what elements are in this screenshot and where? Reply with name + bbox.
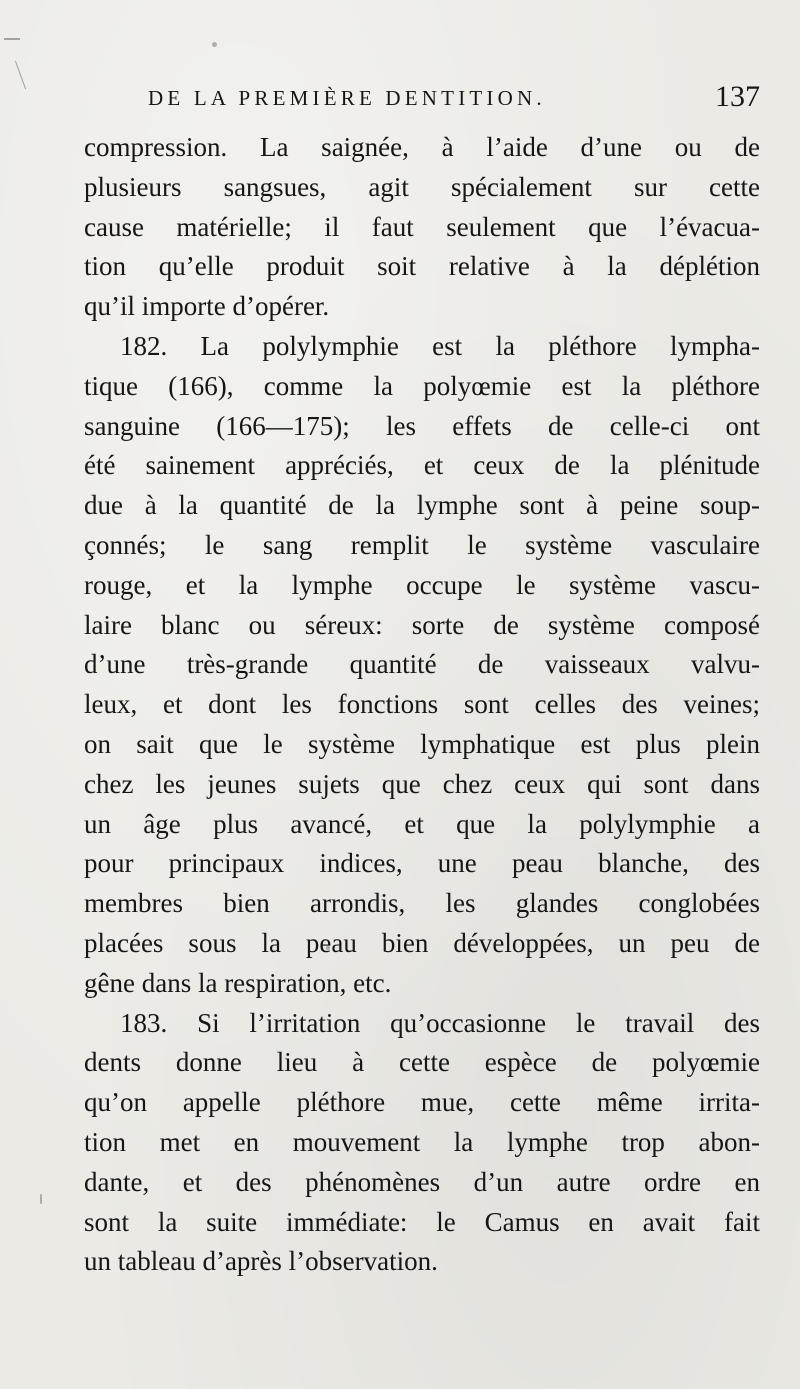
text-line: pour principaux indices, une peau blanche, des bbox=[84, 848, 760, 879]
text-line: cause matérielle; il faut seulement que l’évacua- bbox=[84, 211, 760, 242]
text-line: çonnés; le sang remplit le système vasculaire bbox=[84, 529, 760, 560]
text-line: compression. La saignée, à l’aide d’une ou de bbox=[84, 132, 760, 162]
text-line: membres bien arrondis, les glandes conglobées bbox=[84, 888, 760, 919]
page-number: 137 bbox=[715, 80, 760, 113]
text-line: qu’il importe d’opérer. bbox=[84, 291, 330, 322]
text-line: tion qu’elle produit soit relative à la déplétion bbox=[84, 251, 760, 282]
scan-mark bbox=[15, 61, 26, 90]
text-line: laire blanc ou séreux: sorte de système composé bbox=[84, 609, 760, 640]
text-line: tion met en mouvement la lymphe trop abon- bbox=[84, 1126, 760, 1157]
text-line: gêne dans la respiration, etc. bbox=[84, 967, 392, 998]
text-line: placées sous la peau bien développées, un peu de bbox=[84, 927, 760, 958]
text-line: un âge plus avancé, et que la polylymphie a bbox=[84, 808, 760, 839]
scan-speck bbox=[212, 42, 217, 47]
text-line: d’une très-grande quantité de vaisseaux valvu- bbox=[84, 649, 760, 680]
text-line: dante, et des phénomènes d’un autre ordre en bbox=[84, 1166, 760, 1197]
text-line: sont la suite immédiate: le Camus en avait fait bbox=[84, 1206, 760, 1237]
scan-speck bbox=[40, 1194, 42, 1204]
body-text bbox=[84, 128, 760, 1282]
text-line: 183. Si l’irritation qu’occasionne le travail des bbox=[120, 1007, 760, 1038]
text-line: chez les jeunes sujets que chez ceux qui sont dans bbox=[84, 768, 760, 799]
text-line: due à la quantité de la lymphe sont à peine soup- bbox=[84, 490, 760, 521]
text-line: leux, et dont les fonctions sont celles des veines; bbox=[84, 689, 760, 720]
text-line: on sait que le système lymphatique est plus plein bbox=[84, 728, 760, 759]
text-line: tique (166), comme la polyœmie est la pléthore bbox=[84, 370, 760, 401]
page-header bbox=[148, 80, 760, 122]
running-title: DE LA PREMIÈRE DENTITION. bbox=[148, 86, 546, 110]
text-line: dents donne lieu à cette espèce de polyœmie bbox=[84, 1047, 760, 1078]
text-line: qu’on appelle pléthore mue, cette même irrita- bbox=[84, 1087, 760, 1118]
text-line: rouge, et la lymphe occupe le système vascu- bbox=[84, 569, 760, 600]
scan-mark bbox=[4, 38, 20, 40]
text-line: sanguine (166—175); les effets de celle-ci ont bbox=[84, 410, 760, 441]
text-line: 182. La polylymphie est la pléthore lympha- bbox=[120, 330, 760, 361]
text-line: un tableau d’après l’observation. bbox=[84, 1246, 438, 1277]
text-line: plusieurs sangsues, agit spécialement sur cette bbox=[84, 171, 760, 202]
text-line: été sainement appréciés, et ceux de la plénitude bbox=[84, 450, 760, 481]
